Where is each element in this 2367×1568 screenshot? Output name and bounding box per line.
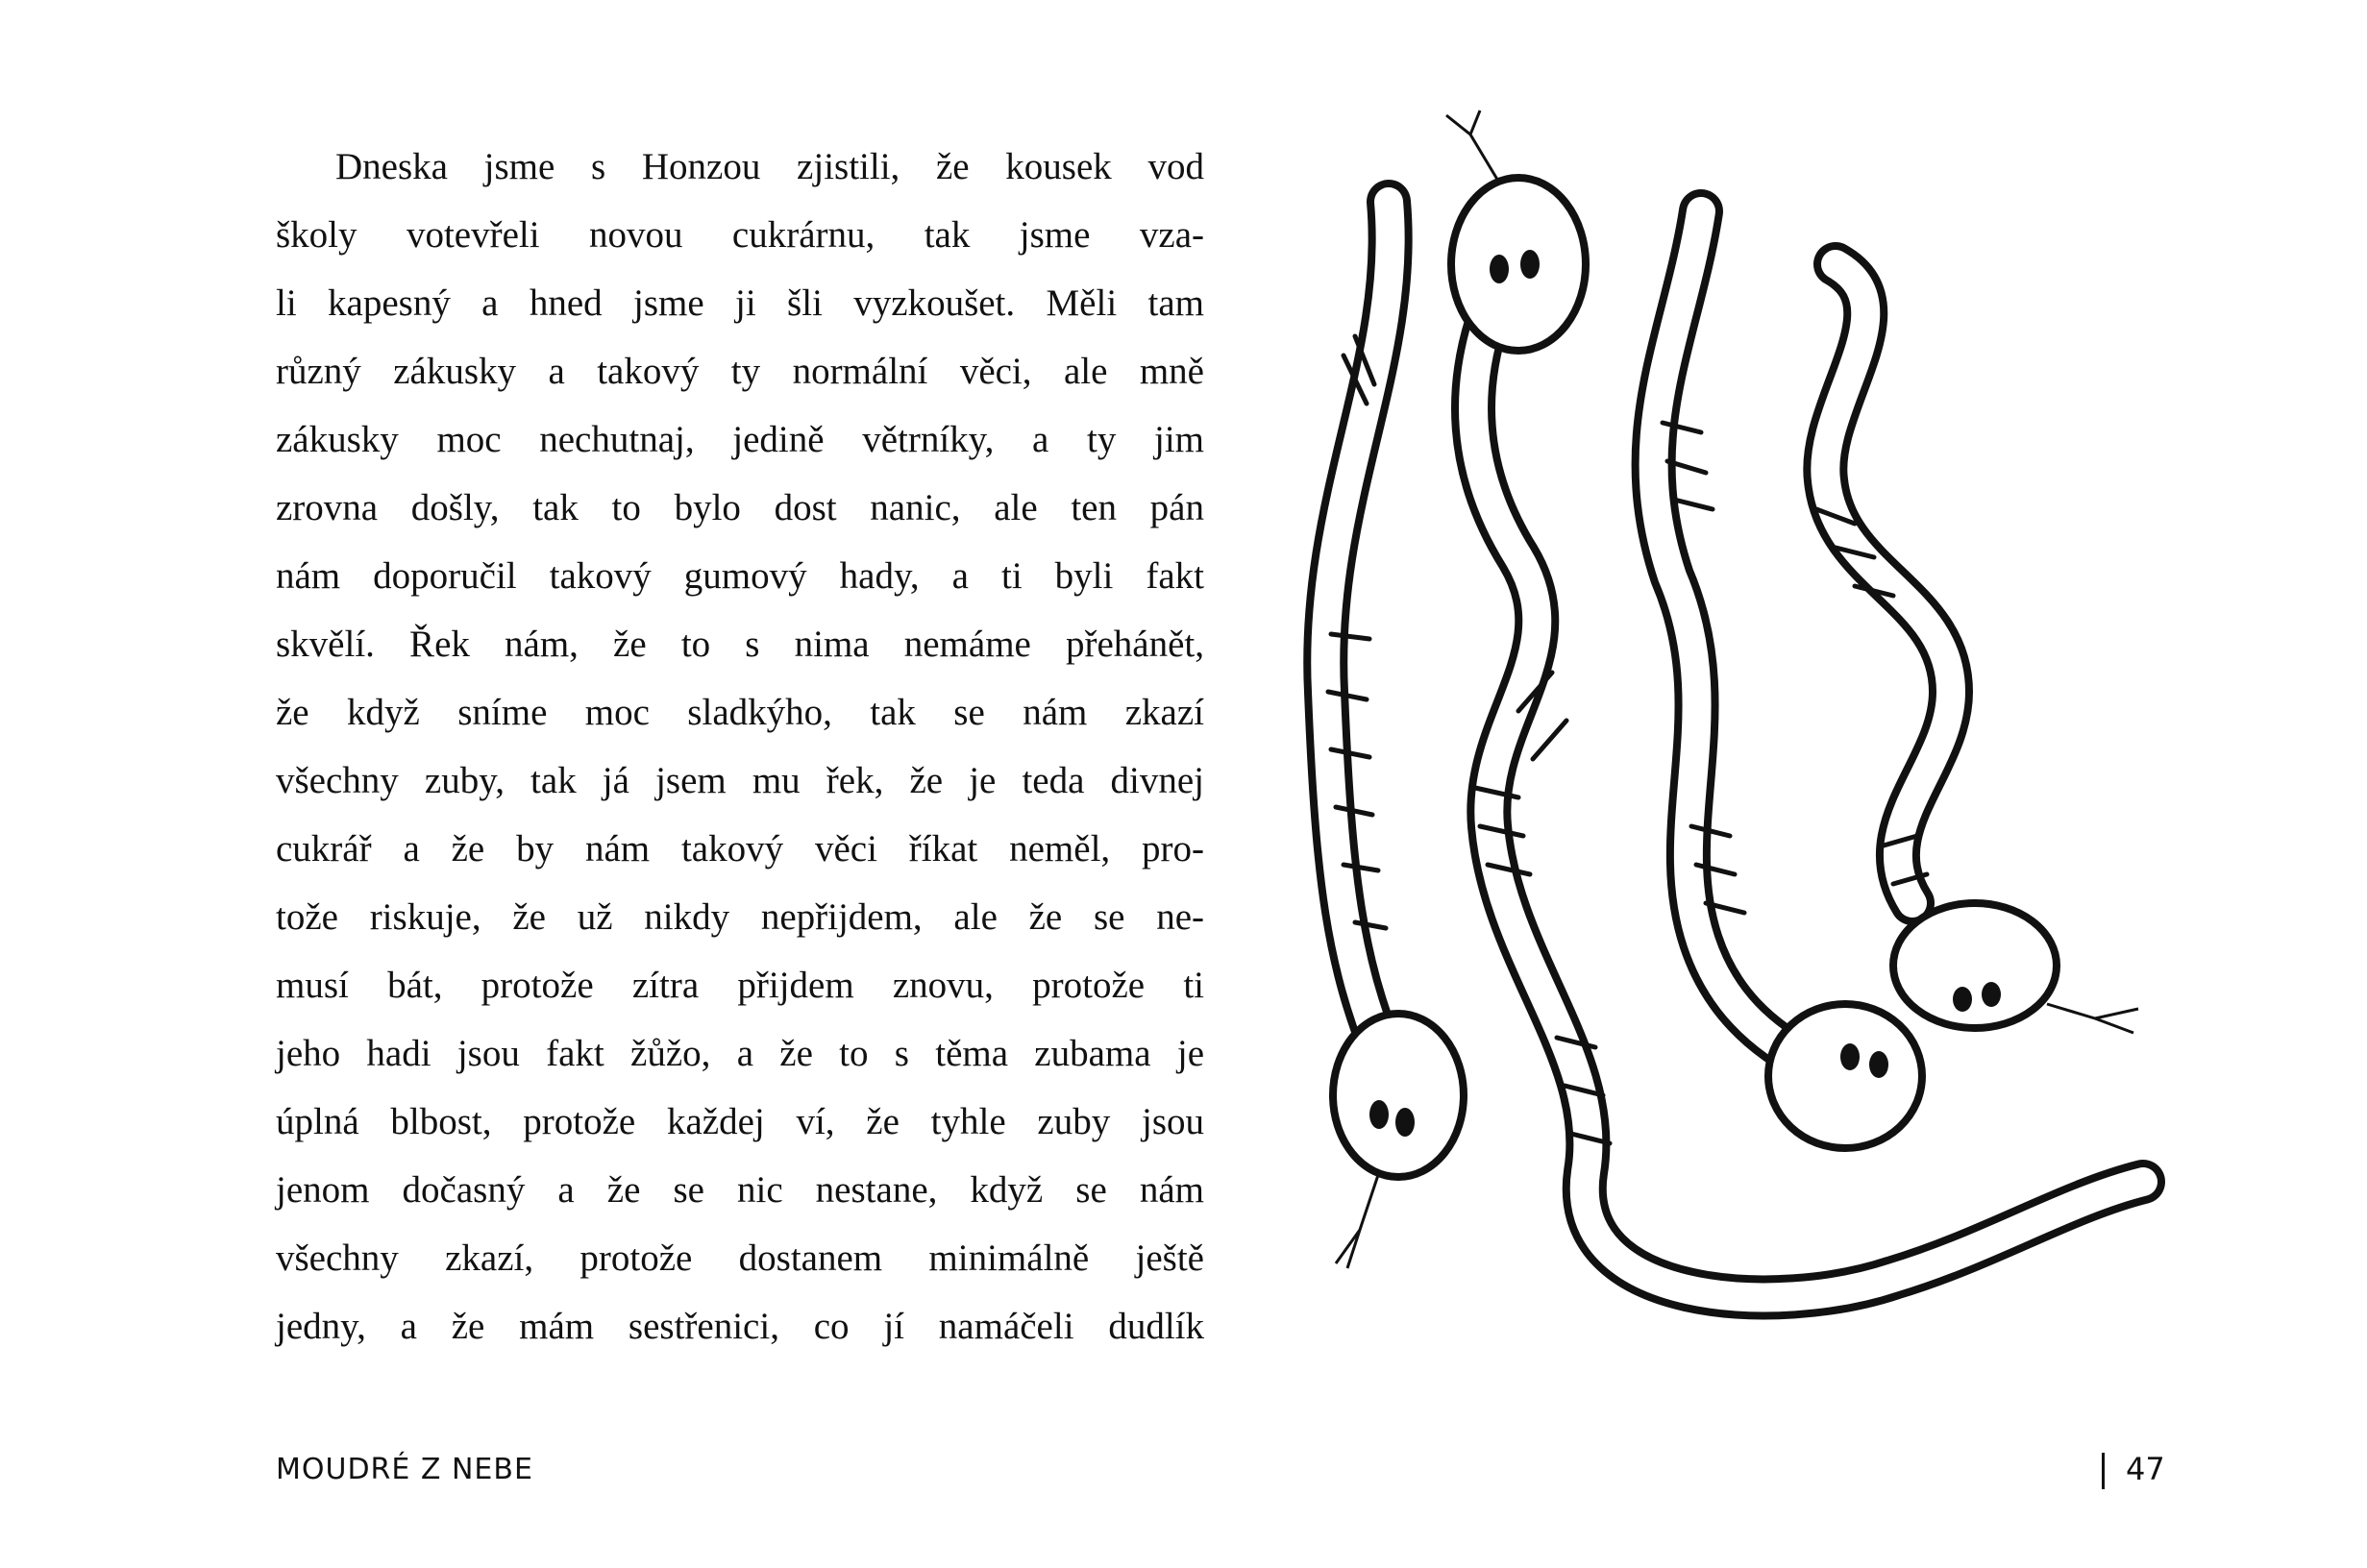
body-line: jenom dočasný a že se nic nestane, když se nám [276, 1169, 1204, 1211]
body-line: úplná blbost, protože každej ví, že tyhle zuby jsou [276, 1101, 1204, 1142]
snake-4-head [1893, 903, 2057, 1028]
body-line: všechny zuby, tak já jsem mu řek, že je teda divnej [276, 760, 1204, 801]
snake-3 [1654, 211, 1922, 1148]
body-line: musí bát, protože zítra přijdem znovu, protože ti [276, 965, 1204, 1006]
body-line: nám doporučil takový gumový hady, a ti byli fakt [276, 555, 1204, 597]
body-line: jedny, a že mám sestřenici, co jí namáčeli dudlík [276, 1306, 1204, 1347]
body-line: různý zákusky a takový ty normální věci, ale mně [276, 351, 1204, 392]
body-line: jeho hadi jsou fakt žůžo, a že to s těma zubama je [276, 1033, 1204, 1074]
body-text [276, 133, 1204, 1360]
body-line: školy votevřeli novou cukrárnu, tak jsme vza- [276, 214, 1204, 256]
body-line: cukrář a že by nám takový věci říkat neměl, pro- [276, 828, 1204, 870]
snakes-illustration [1278, 96, 2191, 1374]
snake-2-head [1451, 178, 1586, 351]
body-line: zrovna došly, tak to bylo dost nanic, ale ten pán [276, 487, 1204, 528]
body-line: zákusky moc nechutnaj, jedině větrníky, a ty jim [276, 419, 1204, 460]
body-line: Dneska jsme s Honzou zjistili, že kousek vod [335, 146, 1204, 187]
body-line: li kapesný a hned jsme ji šli vyzkoušet. Měli tam [276, 282, 1204, 324]
footer-separator [2102, 1453, 2105, 1489]
body-line: skvělí. Řek nám, že to s nima nemáme přehánět, [276, 624, 1204, 665]
footer-book-title: MOUDRÉ Z NEBE [276, 1453, 533, 1486]
snake-1-head [1333, 1014, 1464, 1177]
body-line: všechny zkazí, protože dostanem minimálně ještě [276, 1237, 1204, 1279]
body-line: že když sníme moc sladkýho, tak se nám zkazí [276, 692, 1204, 733]
page-number: 47 [2126, 1451, 2165, 1487]
snake-3-head [1768, 1004, 1922, 1148]
snake-4 [1816, 264, 2138, 1033]
body-line: tože riskuje, že už nikdy nepřijdem, ale že se ne- [276, 896, 1204, 938]
snake-1 [1325, 202, 1464, 1268]
